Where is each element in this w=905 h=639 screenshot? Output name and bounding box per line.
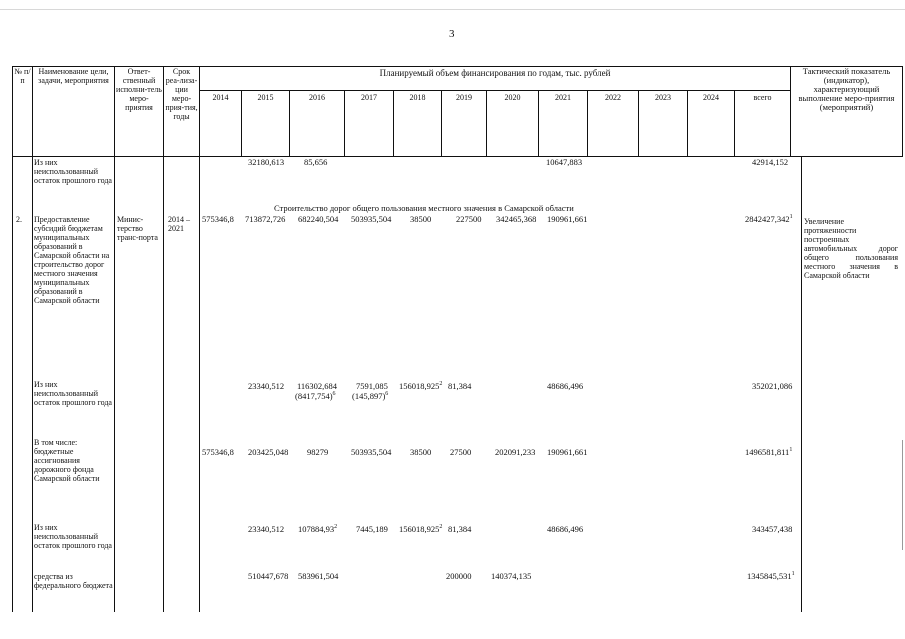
col-line (32, 157, 33, 612)
row5-2021: 48686,496 (547, 524, 584, 534)
row-prev-top-total: 42914,152 (752, 157, 789, 167)
header-financing: Планируемый объем финансирования по годам, тыс. рублей (200, 67, 791, 91)
row5-2019: 81,384 (448, 524, 472, 534)
header-responsible: Ответ-ственный исполни-тель меро-приятия (115, 67, 164, 157)
row4-2017: 503935,504 (351, 447, 392, 457)
row-prev-top-2021: 10647,883 (546, 157, 583, 167)
row4-2015: 203425,048 (248, 447, 289, 457)
scan-edge-line (902, 440, 903, 550)
row4-2014: 575346,8 (202, 447, 234, 457)
financing-table-header (12, 66, 903, 157)
header-year-2014: 2014 (200, 91, 242, 157)
row3-2017: 7591,085 (356, 381, 388, 391)
row3-label: Из них неиспользованный остаток прошлого года (34, 380, 112, 407)
header-year-total: всего (735, 91, 791, 157)
row3-2016b: $(8417,754)^6$ (295, 391, 336, 401)
col-line (801, 157, 802, 612)
row5-total: 343457,438 (752, 524, 793, 534)
row3-2017b: $(145,897)^6$ (352, 391, 389, 401)
row6-2015: 510447,678 (248, 571, 289, 581)
row4-2016: 98279 (307, 447, 329, 457)
header-year-2019: 2019 (442, 91, 487, 157)
header-year-2015: 2015 (242, 91, 290, 157)
header-year-2018: 2018 (394, 91, 442, 157)
header-year-2023: 2023 (639, 91, 688, 157)
row5-2015: 23340,512 (248, 524, 285, 534)
header-year-2021: 2021 (539, 91, 588, 157)
row5-label: Из них неиспользованный остаток прошлого года (34, 523, 112, 550)
header-term: Срок реа-лиза-ции меро-прия-тия, годы (164, 67, 200, 157)
row2-2015: 713872,726 (245, 214, 286, 224)
top-rule (0, 9, 905, 10)
row2-2019: 227500 (456, 214, 482, 224)
row2-2014: 575346,8 (202, 214, 234, 224)
header-year-2024: 2024 (688, 91, 735, 157)
header-year-2017: 2017 (345, 91, 394, 157)
row3-total: 352021,086 (752, 381, 793, 391)
row3-2019: 81,384 (448, 381, 472, 391)
row4-2018: 38500 (410, 447, 432, 457)
row2-label: Предоставление субсидий бюджетам муниципальных образований в Самарской области на строительство дорог местного значения муниципальных образований в Самарской области (34, 215, 110, 305)
row3-2021: 48686,496 (547, 381, 584, 391)
row6-2020: 140374,135 (491, 571, 532, 581)
row2-term: 2014 – 2021 (168, 215, 190, 233)
row6-total: 1345845,531$^1$ (747, 571, 795, 581)
row5-2016: 107884,93$^2$ (298, 524, 338, 534)
row2-responsible: Минис-терство транс-порта (117, 215, 158, 242)
header-year-2020: 2020 (487, 91, 539, 157)
row4-2020: 202091,233 (495, 447, 536, 457)
row2-indicator: Увеличение протяженности построенных автомобильных дорог общего пользования местного значения в Самарской области (804, 217, 898, 280)
row2-2020: 342465,368 (496, 214, 537, 224)
row6-2019: 200000 (446, 571, 472, 581)
row3-2015: 23340,512 (248, 381, 285, 391)
col-line (114, 157, 115, 612)
col-line (163, 157, 164, 612)
row6-2016: 583961,504 (298, 571, 339, 581)
header-year-2016: 2016 (290, 91, 345, 157)
col-line (12, 157, 13, 612)
row-prev-top-2015: 32180,613 (248, 157, 285, 167)
header-year-2022: 2022 (588, 91, 639, 157)
row2-2016: 682240,504 (298, 214, 339, 224)
header-name: Наименование цели, задачи, мероприятия (33, 67, 115, 157)
row2-2018: 38500 (410, 214, 432, 224)
row5-2018: 156018,925$^2$ (399, 524, 443, 534)
section-title: Строительство дорог общего пользования местного значения в Самарской области (274, 203, 574, 213)
row3-2016: 116302,684 (297, 381, 338, 391)
row2-total: 2842427,342$^1$ (745, 214, 793, 224)
row2-2021: 190961,661 (547, 214, 588, 224)
row2-number: 2. (16, 215, 22, 224)
header-indicator: Тактический показатель (индикатор), характеризующий выполнение меро-приятия (мероприятий) (791, 67, 903, 157)
row4-2021: 190961,661 (547, 447, 588, 457)
row5-2017: 7445,189 (356, 524, 388, 534)
page-number: 3 (449, 28, 455, 40)
row-prev-top-2016: 85,656 (304, 157, 328, 167)
row-prev-top-label: Из них неиспользованный остаток прошлого года (34, 158, 112, 185)
row3-2018: 156018,925$^2$ (399, 381, 443, 391)
row4-2019: 27500 (450, 447, 472, 457)
row4-label: В том числе: бюджетные ассигнования дорожного фонда Самарской области (34, 438, 100, 483)
table-body (12, 157, 902, 639)
row2-2017: 503935,504 (351, 214, 392, 224)
row6-label: средства из федерального бюджета (34, 572, 113, 590)
header-no: № п/п (13, 67, 33, 157)
row4-total: 1496581,811$^1$ (745, 447, 793, 457)
